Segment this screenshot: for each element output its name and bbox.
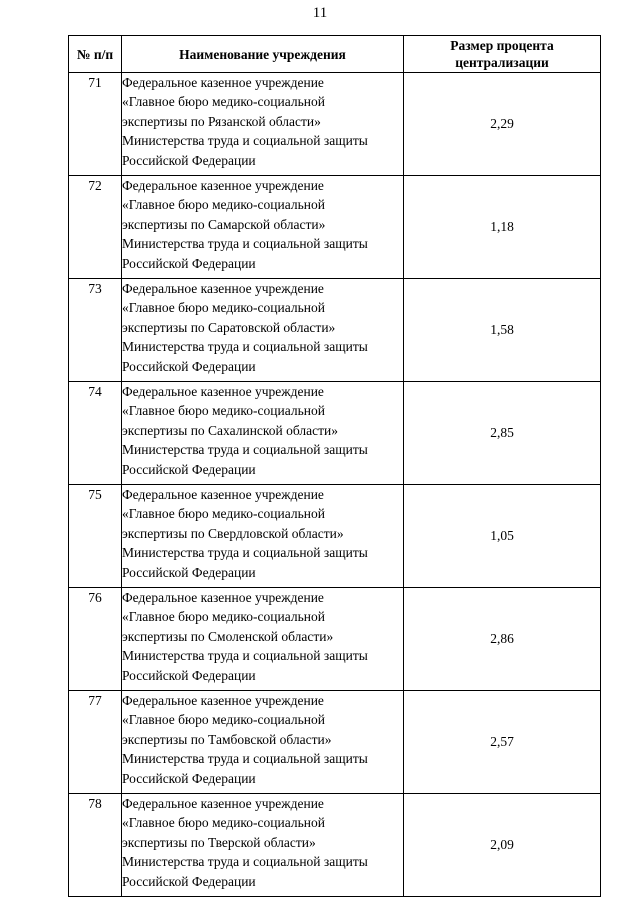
institution-name-line: Министерства труда и социальной защиты [122, 339, 368, 355]
institution-name [122, 279, 404, 382]
institution-name-line: Российской Федерации [122, 358, 256, 374]
table-header-row [69, 36, 601, 73]
institution-name [122, 176, 404, 279]
header-number: № п/п [69, 36, 122, 73]
table-row [69, 279, 601, 382]
institution-name [122, 794, 404, 897]
institution-name-line: Федеральное казенное учреждение [122, 487, 324, 502]
institution-name-line: Министерства труда и социальной защиты [122, 854, 368, 870]
institution-name-line: экспертизы по Тамбовской области» [122, 731, 332, 747]
institution-name-line: Российской Федерации [122, 255, 256, 271]
institution-name [122, 485, 404, 588]
institution-name-line: Федеральное казенное учреждение [122, 590, 324, 605]
row-number: 71 [69, 73, 122, 176]
header-percent-line1: Размер процента [450, 38, 554, 53]
row-number: 76 [69, 588, 122, 691]
centralization-percent: 1,05 [404, 485, 601, 588]
institution-name-line: экспертизы по Рязанской области» [122, 113, 321, 129]
table-row [69, 485, 601, 588]
institution-name-line: Федеральное казенное учреждение [122, 796, 324, 811]
row-number: 75 [69, 485, 122, 588]
institution-name-line: «Главное бюро медико-социальной [122, 197, 325, 213]
institution-name-line: «Главное бюро медико-социальной [122, 94, 325, 110]
institution-name-line: экспертизы по Свердловской области» [122, 525, 344, 541]
institution-name-line: Российской Федерации [122, 564, 256, 580]
institution-name [122, 588, 404, 691]
header-name: Наименование учреждения [122, 36, 404, 73]
institution-name [122, 382, 404, 485]
institution-name-line: Министерства труда и социальной защиты [122, 133, 368, 149]
institution-name [122, 691, 404, 794]
centralization-percent: 2,09 [404, 794, 601, 897]
institution-name-line: Российской Федерации [122, 152, 256, 168]
table-row [69, 382, 601, 485]
row-number: 78 [69, 794, 122, 897]
row-number: 74 [69, 382, 122, 485]
row-number: 77 [69, 691, 122, 794]
institution-name [122, 73, 404, 176]
institution-name-line: экспертизы по Смоленской области» [122, 628, 334, 644]
institution-name-line: Министерства труда и социальной защиты [122, 236, 368, 252]
institution-name-line: экспертизы по Самарской области» [122, 216, 326, 232]
institution-name-line: «Главное бюро медико-социальной [122, 506, 325, 522]
centralization-percent: 2,29 [404, 73, 601, 176]
centralization-percent: 1,18 [404, 176, 601, 279]
institution-name-line: «Главное бюро медико-социальной [122, 815, 325, 831]
header-percent [404, 36, 601, 73]
table-row [69, 691, 601, 794]
header-percent-line2: централизации [455, 55, 549, 70]
centralization-percent: 2,85 [404, 382, 601, 485]
institution-name-line: Российской Федерации [122, 873, 256, 889]
centralization-percent: 2,86 [404, 588, 601, 691]
institution-name-line: Министерства труда и социальной защиты [122, 545, 368, 561]
institution-name-line: «Главное бюро медико-социальной [122, 300, 325, 316]
institution-name-line: Министерства труда и социальной защиты [122, 648, 368, 664]
institution-name-line: Федеральное казенное учреждение [122, 75, 324, 90]
institution-name-line: «Главное бюро медико-социальной [122, 403, 325, 419]
institution-name-line: экспертизы по Саратовской области» [122, 319, 336, 335]
table-row [69, 176, 601, 279]
table-row [69, 73, 601, 176]
table-header [69, 36, 601, 73]
table-row [69, 794, 601, 897]
institution-name-line: Российской Федерации [122, 667, 256, 683]
table-row [69, 588, 601, 691]
institution-name-line: Министерства труда и социальной защиты [122, 751, 368, 767]
institution-name-line: экспертизы по Сахалинской области» [122, 422, 339, 438]
table-body [69, 73, 601, 897]
centralization-percent: 1,58 [404, 279, 601, 382]
institution-name-line: «Главное бюро медико-социальной [122, 712, 325, 728]
institution-name-line: Федеральное казенное учреждение [122, 178, 324, 193]
institution-name-line: Министерства труда и социальной защиты [122, 442, 368, 458]
institution-name-line: «Главное бюро медико-социальной [122, 609, 325, 625]
institution-name-line: Федеральное казенное учреждение [122, 693, 324, 708]
institution-name-line: Федеральное казенное учреждение [122, 384, 324, 399]
page-number: 11 [312, 5, 328, 21]
institutions-table [68, 35, 601, 897]
institution-name-line: Федеральное казенное учреждение [122, 281, 324, 296]
institution-name-line: Российской Федерации [122, 461, 256, 477]
row-number: 73 [69, 279, 122, 382]
centralization-percent: 2,57 [404, 691, 601, 794]
institution-name-line: Российской Федерации [122, 770, 256, 786]
institution-name-line: экспертизы по Тверской области» [122, 834, 316, 850]
row-number: 72 [69, 176, 122, 279]
